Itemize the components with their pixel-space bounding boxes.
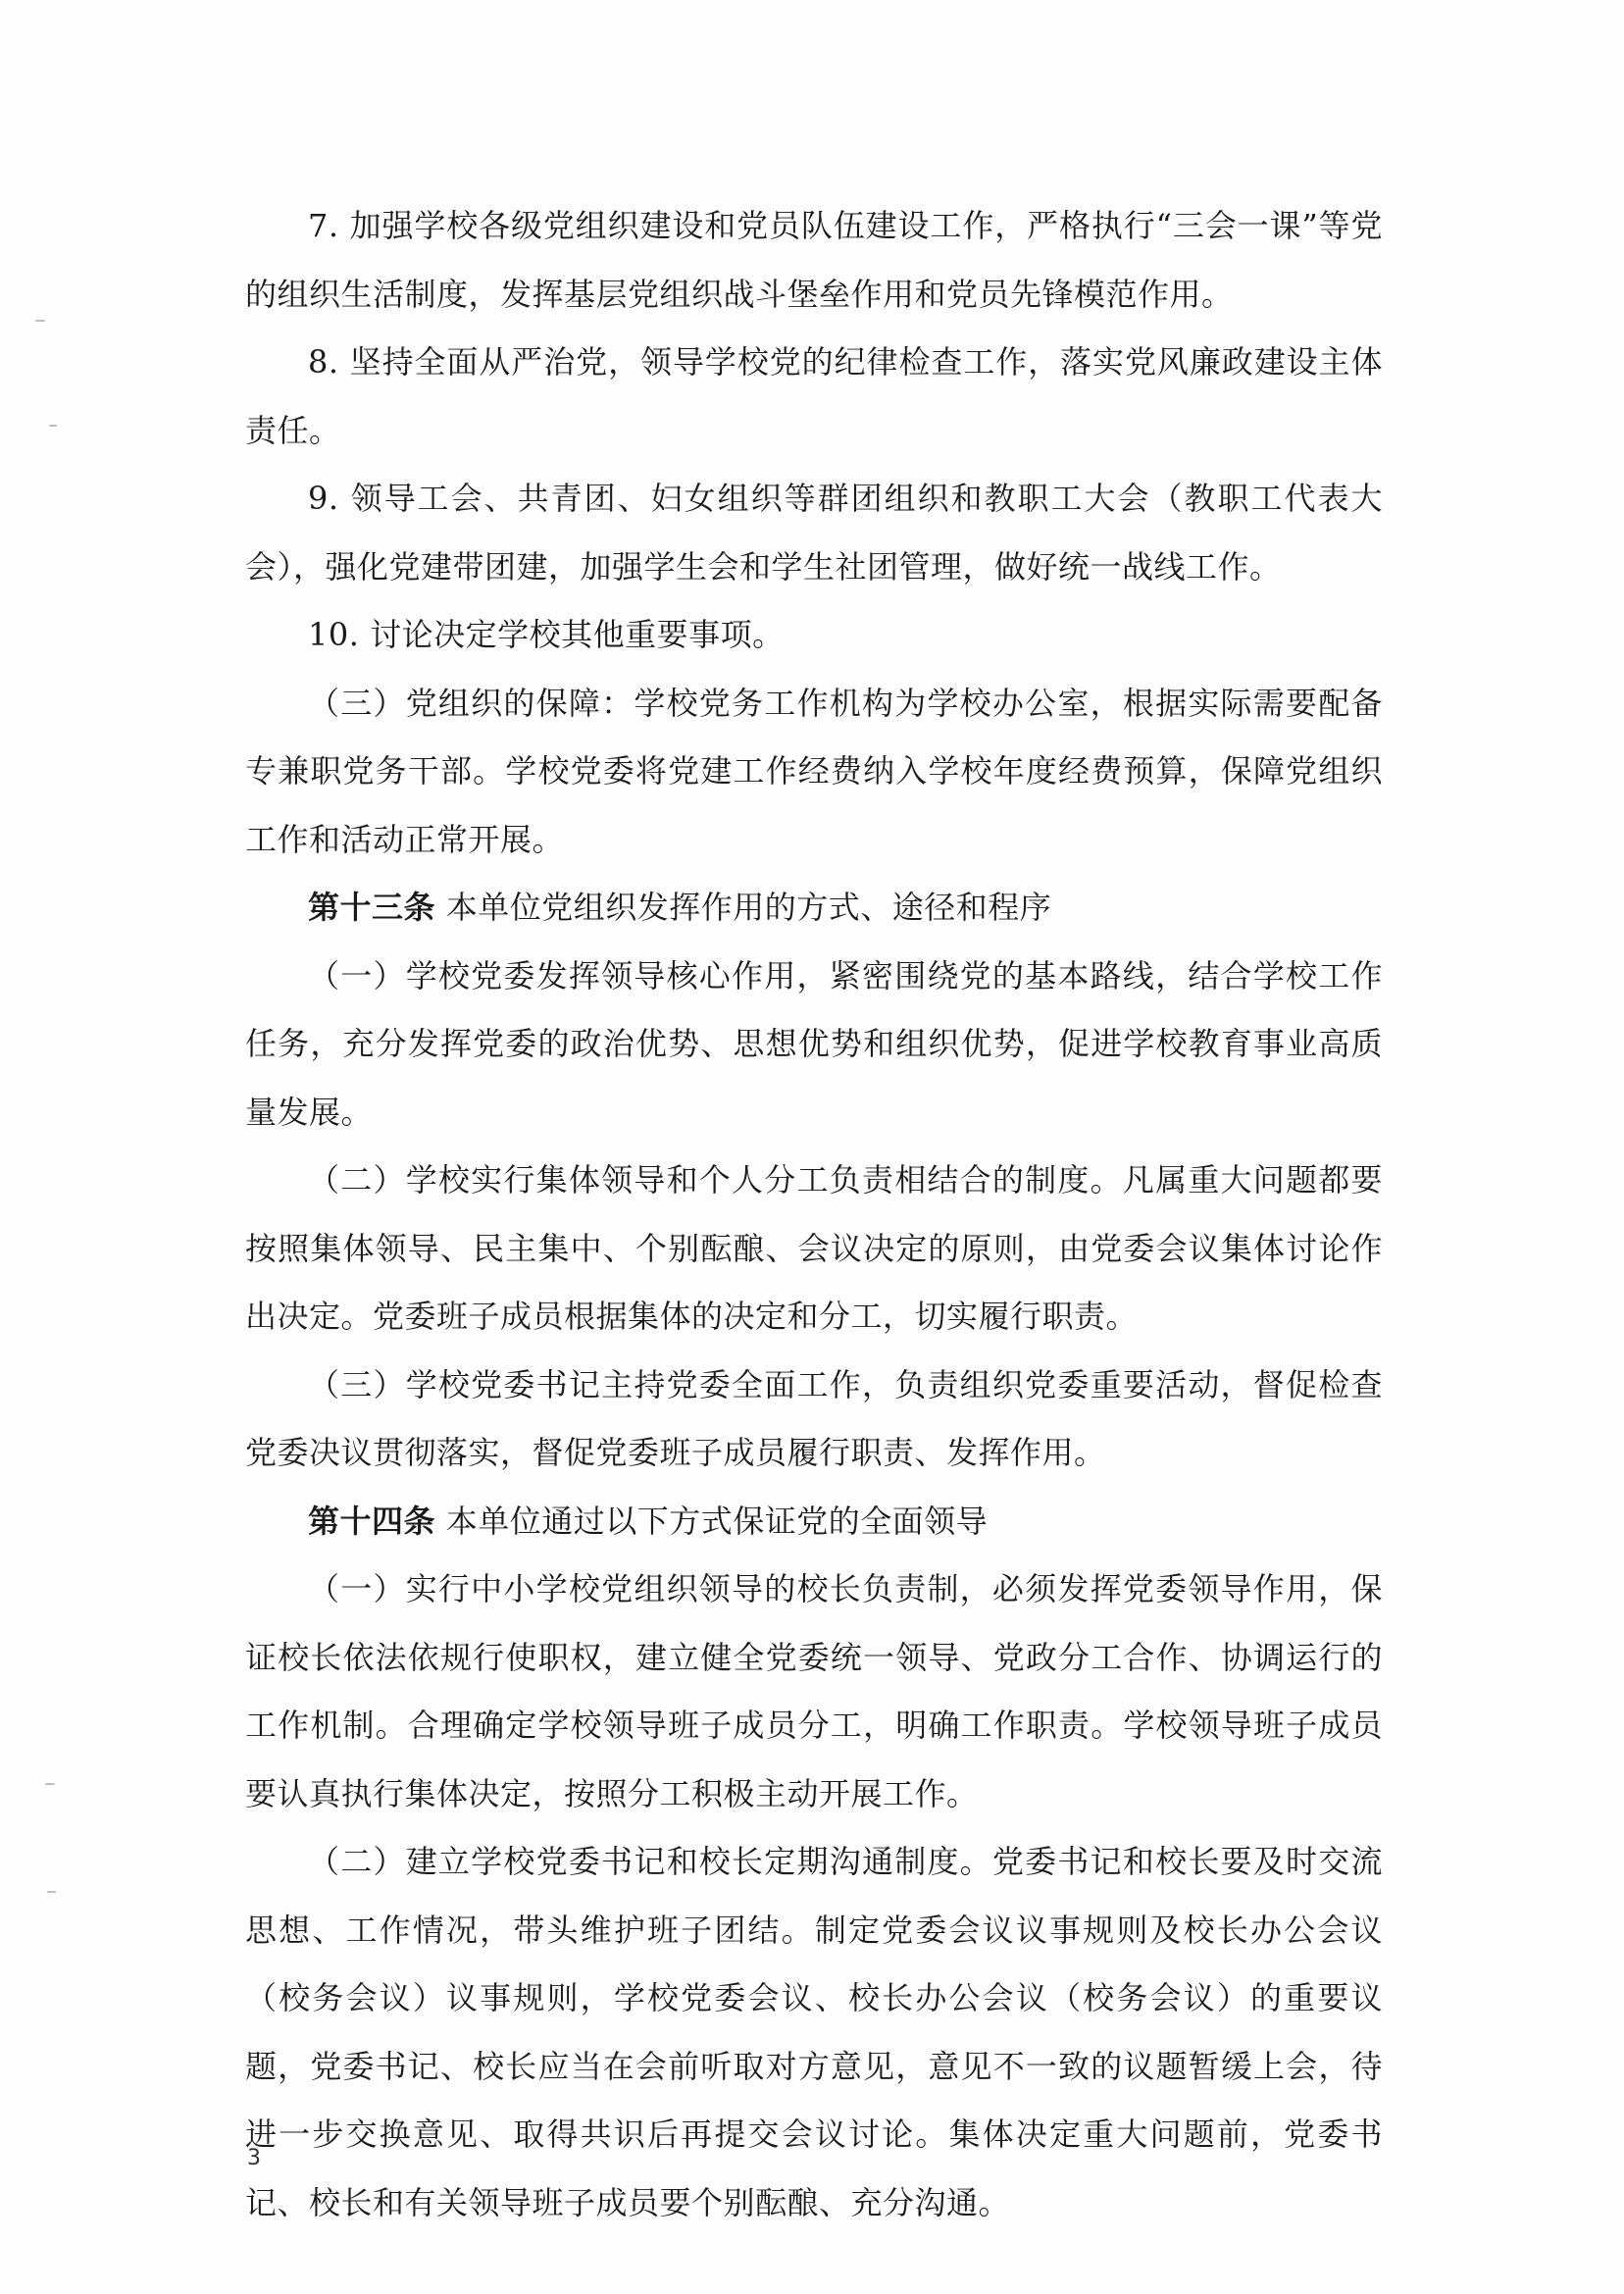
paragraph-text: （三）学校党委书记主持党委全面工作，负责组织党委重要活动，督促检查党委决议贯彻落实，督促党委班子成员履行职责、发挥作用。: [245, 1365, 1383, 1471]
paragraph-text: （二）建立学校党委书记和校长定期沟通制度。党委书记和校长要及时交流思想、工作情况，带头维护班子团结。制定党委会议议事规则及校长办公会议（校务会议）议事规则，学校党委会议、校长办公会议（校务会议）的重要议题，党委书记、校长应当在会前听取对方意见，意见不一致的议题暂缓上会，待进一步交换意见、取得共识后再提交会议讨论。集体决定重大问题前，党委书记、校长和有关领导班子成员要个别酝酿、充分沟通。: [245, 1843, 1383, 2221]
paragraph-text: 10. 讨论决定学校其他重要事项。: [308, 616, 785, 653]
document-body: [245, 192, 1383, 2237]
scan-speck: [49, 425, 57, 427]
paragraph-text: 本单位党组织发挥作用的方式、途径和程序: [435, 889, 1052, 926]
scan-speck: [47, 1891, 56, 1893]
paragraph-text: 8. 坚持全面从严治党，领导学校党的纪律检查工作，落实党风廉政建设主体责任。: [245, 343, 1383, 449]
article-13-heading: [245, 874, 1383, 943]
paragraph-13-1: [245, 943, 1383, 1147]
article-heading: 第十三条: [308, 889, 436, 926]
paragraph-item-9: [245, 465, 1383, 601]
scan-speck: [45, 1783, 55, 1785]
page-number: 3: [247, 2146, 261, 2170]
paragraph-text: （三）党组织的保障：学校党务工作机构为学校办公室，根据实际需要配备专兼职党务干部。学校党委将党建工作经费纳入学校年度经费预算，保障党组织工作和活动正常开展。: [245, 684, 1383, 858]
paragraph-13-2: [245, 1147, 1383, 1351]
paragraph-item-7: [245, 192, 1383, 329]
paragraph-text: （一）学校党委发挥领导核心作用，紧密围绕党的基本路线，结合学校工作任务，充分发挥党委的政治优势、思想优势和组织优势，促进学校教育事业高质量发展。: [245, 956, 1383, 1131]
paragraph-text: （二）学校实行集体领导和个人分工负责相结合的制度。凡属重大问题都要按照集体领导、民主集中、个别酝酿、会议决定的原则，由党委会议集体讨论作出决定。党委班子成员根据集体的决定和分工，切实履行职责。: [245, 1161, 1383, 1335]
paragraph-14-1: [245, 1555, 1383, 1828]
paragraph-text: 本单位通过以下方式保证党的全面领导: [435, 1502, 989, 1540]
paragraph-text: 7. 加强学校各级党组织建设和党员队伍建设工作，严格执行“三会一课”等党的组织生活制度，发挥基层党组织战斗堡垒作用和党员先锋模范作用。: [245, 207, 1383, 313]
paragraph-13-3: [245, 1351, 1383, 1488]
scan-speck: [35, 320, 45, 322]
paragraph-text: （一）实行中小学校党组织领导的校长负责制，必须发挥党委领导作用，保证校长依法依规行使职权，建立健全党委统一领导、党政分工合作、协调运行的工作机制。合理确定学校领导班子成员分工，明确工作职责。学校领导班子成员要认真执行集体决定，按照分工积极主动开展工作。: [245, 1570, 1383, 1812]
article-heading: 第十四条: [308, 1502, 436, 1540]
paragraph-14-2: [245, 1828, 1383, 2237]
paragraph-text: 9. 领导工会、共青团、妇女组织等群团组织和教职工大会（教职工代表大会），强化党建带团建，加强学生会和学生社团管理，做好统一战线工作。: [245, 480, 1383, 586]
paragraph-item-10: [245, 601, 1383, 670]
paragraph-item-8: [245, 329, 1383, 465]
paragraph-guarantee: [245, 670, 1383, 875]
article-14-heading: [245, 1488, 1383, 1556]
